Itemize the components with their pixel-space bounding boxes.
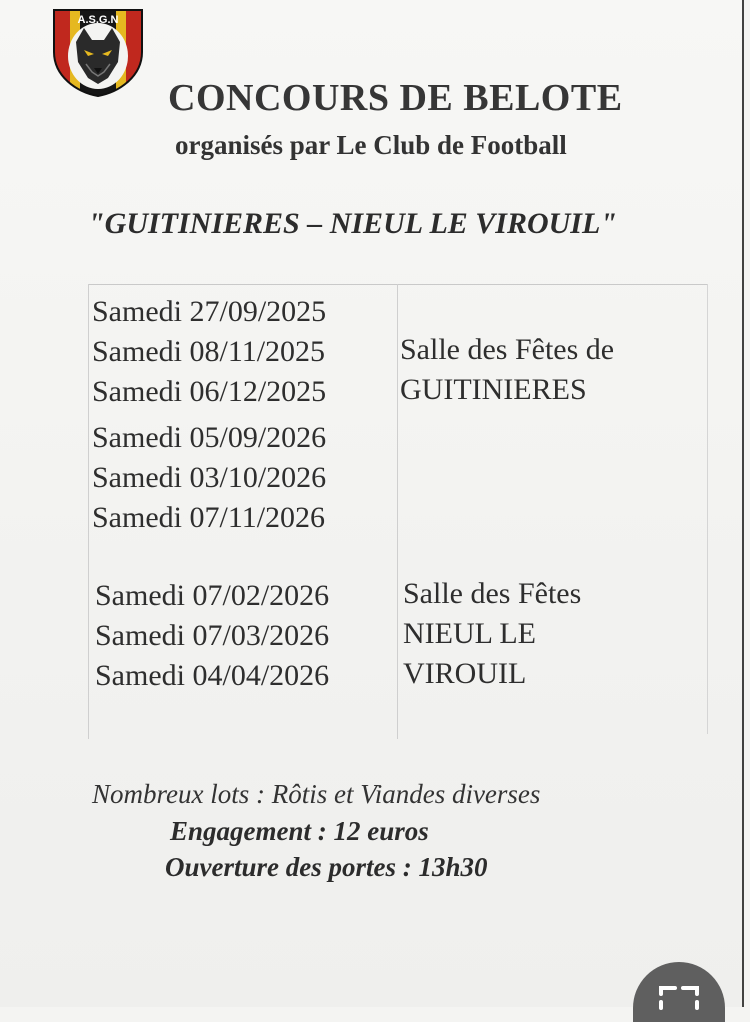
venue-line: Salle des Fêtes	[403, 577, 582, 610]
dates-group-guitinieres-2026	[92, 418, 326, 538]
date-item: Samedi 07/03/2026	[95, 619, 330, 652]
subtitle: organisés par Le Club de Football	[175, 130, 567, 160]
date-item: Samedi 04/04/2026	[95, 659, 330, 692]
venue-line: Salle des Fêtes de	[400, 333, 615, 366]
table-divider	[397, 284, 398, 739]
date-item: Samedi 05/09/2026	[92, 421, 327, 454]
club-name: "GUITINIERES – NIEUL LE VIROUIL"	[88, 207, 617, 240]
dates-group-nieul	[95, 576, 329, 696]
page-title: CONCOURS DE BELOTE	[168, 77, 623, 119]
date-item: Samedi 06/12/2025	[92, 375, 327, 408]
logo-text: A.S.G.N	[77, 14, 119, 26]
date-item: Samedi 08/11/2025	[92, 335, 326, 368]
crop-icon	[651, 980, 707, 1010]
venue-line: VIROUIL	[403, 657, 527, 690]
date-item: Samedi 07/11/2026	[92, 501, 326, 534]
date-item: Samedi 07/02/2026	[95, 579, 330, 612]
venue-line: GUITINIERES	[400, 373, 587, 406]
dates-group-guitinieres-2025	[92, 292, 326, 412]
date-item: Samedi 03/10/2026	[92, 461, 327, 494]
venue-nieul	[403, 574, 581, 694]
club-logo	[50, 6, 146, 98]
doors-open-text: Ouverture des portes : 13h30	[165, 852, 488, 882]
table-border-right	[707, 284, 708, 734]
paper-edge	[742, 0, 744, 1007]
date-item: Samedi 27/09/2025	[92, 295, 327, 328]
venue-line: NIEUL LE	[403, 617, 537, 650]
entry-fee-text: Engagement : 12 euros	[170, 816, 429, 846]
venue-guitinieres	[400, 330, 614, 410]
table-border-left	[88, 284, 89, 739]
prizes-text: Nombreux lots : Rôtis et Viandes diverses	[92, 779, 541, 809]
